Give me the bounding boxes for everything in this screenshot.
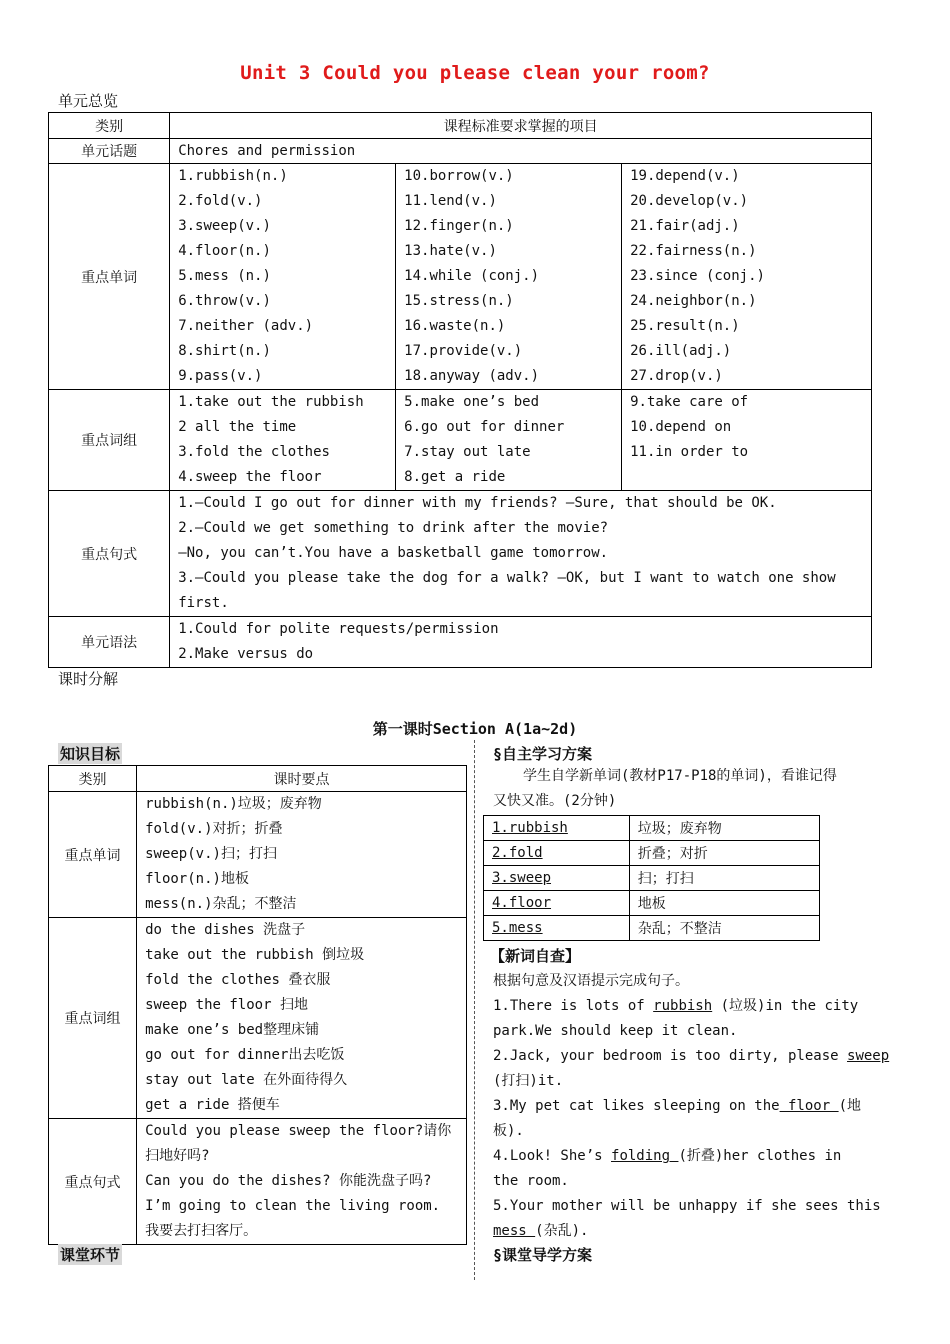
k-sentences-cell [137,1119,467,1245]
header-category: 类别 [49,113,170,139]
exercise-text: 4.Look! She’s [493,1148,612,1164]
k-word-item: rubbish(n.)垃圾；废弃物 [145,796,322,812]
grammar-cell [170,617,872,668]
k-phrase-item: sweep the floor 扫地 [145,997,308,1013]
k-sentence-line: 我要去打扫客厅。 [145,1223,258,1239]
word-item: 11.lend(v.) [404,193,497,209]
k-sentence-line: Could you please sweep the floor?请你 [145,1123,452,1139]
vocab-word: 4.floor [484,891,630,916]
vocab-table [483,815,820,941]
phrases-col-2 [396,390,622,491]
document-title: Unit 3 Could you please clean your room? [240,62,710,84]
sentence-line: —No, you can’t.You have a basketball game tomorrow. [178,545,609,561]
exercise-2-line-1 [493,1044,893,1069]
vocab-word: 2.fold [484,841,630,866]
phrase-item: 4.sweep the floor [178,469,322,485]
phrase-item: 2 all the time [178,419,297,435]
lesson-title: 第一课时Section A(1a~2d) [372,720,578,738]
exercise-1-line-2: park.We should keep it clean. [493,1023,738,1039]
word-item: 13.hate(v.) [404,243,497,259]
phrase-item: 1.take out the rubbish [178,394,364,410]
word-item: 5.mess (n.) [178,268,271,284]
word-item: 15.stress(n.) [404,293,514,309]
word-item: 21.fair(adj.) [630,218,740,234]
exercise-answer: mess [493,1223,536,1239]
unit-overview-table [48,112,872,668]
word-item: 14.while (conj.) [404,268,540,284]
word-item: 8.shirt(n.) [178,343,271,359]
exercise-text: 1.There is lots of [493,998,654,1014]
word-item: 10.borrow(v.) [404,168,514,184]
vocab-meaning: 扫；打扫 [629,866,819,891]
phrase-item: 8.get a ride [404,469,506,485]
exercise-text: (杂乱). [535,1223,589,1239]
class-section-label: 课堂环节 [60,1246,121,1264]
word-item: 9.pass(v.) [178,368,263,384]
grammar-line: 2.Make versus do [178,646,314,662]
sentences-label: 重点句式 [49,491,170,617]
exercise-text: (垃圾)in the city [712,998,859,1014]
check-heading: 【新词自查】 [490,947,581,965]
word-item: 18.anyway (adv.) [404,368,540,384]
vocab-meaning: 杂乱；不整洁 [629,916,819,941]
exercise-text: 2.Jack, your bedroom is too dirty, please [493,1048,848,1064]
words-col-2 [396,164,622,390]
phrase-item: 7.stay out late [404,444,531,460]
exercise-answer: rubbish [653,998,713,1014]
k-word-item: fold(v.)对折；折叠 [145,821,283,837]
word-item: 27.drop(v.) [630,368,723,384]
vocab-word: 3.sweep [484,866,630,891]
self-study-intro-2: 又快又准。(2分钟) [493,793,617,809]
knowledge-goal-label: 知识目标 [60,745,121,763]
sentence-line: first. [178,595,229,611]
grammar-line: 1.Could for polite requests/permission [178,621,499,637]
k-phrase-item: make one’s bed整理床铺 [145,1022,320,1038]
exercise-list [493,994,893,1244]
self-study-intro-1: 学生自学新单词(教材P17-P18的单词)，看谁记得 [523,768,837,784]
k-word-item: floor(n.)地板 [145,871,249,887]
word-item: 6.throw(v.) [178,293,271,309]
phrase-item: 5.make one’s bed [404,394,540,410]
exercise-5-line-1: 5.Your mother will be unhappy if she sees this [493,1198,881,1214]
word-item: 22.fairness(n.) [630,243,757,259]
word-item: 24.neighbor(n.) [630,293,757,309]
exercise-text: (地 [838,1098,862,1114]
word-item: 20.develop(v.) [630,193,749,209]
exercise-2-line-2: (打扫)it. [493,1073,564,1089]
word-item: 1.rubbish(n.) [178,168,288,184]
words-col-1 [170,164,396,390]
word-item: 17.provide(v.) [404,343,523,359]
k-phrase-item: stay out late 在外面待得久 [145,1072,348,1088]
overview-label: 单元总览 [58,92,119,110]
word-item: 4.floor(n.) [178,243,271,259]
check-instruction: 根据句意及汉语提示完成句子。 [493,973,689,989]
exercise-text: 3.My pet cat likes sleeping on the [493,1098,780,1114]
grammar-label: 单元语法 [49,617,170,668]
vocab-meaning: 垃圾；废弃物 [629,816,819,841]
k-phrase-item: do the dishes 洗盘子 [145,922,306,938]
exercise-3-line-1 [493,1094,893,1119]
words-col-3 [622,164,872,390]
phrase-item: 3.fold the clothes [178,444,330,460]
phrase-item: 6.go out for dinner [404,419,565,435]
self-study-heading: §自主学习方案 [493,745,593,763]
vocab-meaning: 折叠；对折 [629,841,819,866]
word-item: 12.finger(n.) [404,218,514,234]
vocab-word: 1.rubbish [484,816,630,841]
k-sentence-line: 扫地好吗? [145,1148,210,1164]
exercise-answer: sweep [847,1048,890,1064]
exercise-1-line-1 [493,994,893,1019]
word-item: 7.neither (adv.) [178,318,314,334]
exercise-answer: floor [779,1098,839,1114]
words-label: 重点单词 [49,164,170,390]
k-header-category: 类别 [49,766,137,792]
k-words-cell [137,792,467,918]
k-sentence-line: Can you do the dishes? 你能洗盘子吗? [145,1173,432,1189]
word-item: 2.fold(v.) [178,193,263,209]
exercise-4-line-1 [493,1144,893,1169]
phrase-item: 10.depend on [630,419,732,435]
word-item: 19.depend(v.) [630,168,740,184]
k-phrase-item: fold the clothes 叠衣服 [145,972,331,988]
k-words-label: 重点单词 [49,792,137,918]
topic-label: 单元话题 [49,139,170,164]
exercise-4-line-2: the room. [493,1173,569,1189]
sentence-line: 3.—Could you please take the dog for a walk? —OK, but I want to watch one show [178,570,836,586]
k-sentence-line: I’m going to clean the living room. [145,1198,441,1214]
class-guide-heading: §课堂导学方案 [493,1246,593,1264]
word-item: 23.since (conj.) [630,268,765,284]
k-phrase-item: get a ride 搭便车 [145,1097,280,1113]
sentence-line: 1.—Could I go out for dinner with my friends? —Sure, that should be OK. [178,495,777,511]
phrase-item: 11.in order to [630,444,749,460]
topic-value: Chores and permission [170,139,872,164]
k-phrase-item: take out the rubbish 倒垃圾 [145,947,365,963]
vocab-meaning: 地板 [629,891,819,916]
k-phrases-label: 重点词组 [49,918,137,1119]
k-word-item: mess(n.)杂乱；不整洁 [145,896,297,912]
exercise-text: (折叠)her clothes in [678,1148,842,1164]
exercise-5-line-2 [493,1219,893,1244]
exercise-answer: folding [611,1148,679,1164]
phrases-label: 重点词组 [49,390,170,491]
word-item: 16.waste(n.) [404,318,506,334]
knowledge-table [48,765,467,1245]
phrases-col-1 [170,390,396,491]
sentence-line: 2.—Could we get something to drink after the movie? [178,520,609,536]
k-sentences-label: 重点句式 [49,1119,137,1245]
header-items: 课程标准要求掌握的项目 [170,113,872,139]
phrases-col-3 [622,390,872,491]
exercise-3-line-2: 板). [493,1123,524,1139]
k-phrase-item: go out for dinner出去吃饭 [145,1047,345,1063]
word-item: 26.ill(adj.) [630,343,732,359]
k-phrases-cell [137,918,467,1119]
column-divider [474,740,476,1280]
word-item: 25.result(n.) [630,318,740,334]
k-word-item: sweep(v.)扫；打扫 [145,846,277,862]
word-item: 3.sweep(v.) [178,218,271,234]
vocab-word: 5.mess [484,916,630,941]
lesson-breakdown-label: 课时分解 [58,670,119,688]
sentences-cell [170,491,872,617]
k-header-points: 课时要点 [137,766,467,792]
phrase-item: 9.take care of [630,394,749,410]
